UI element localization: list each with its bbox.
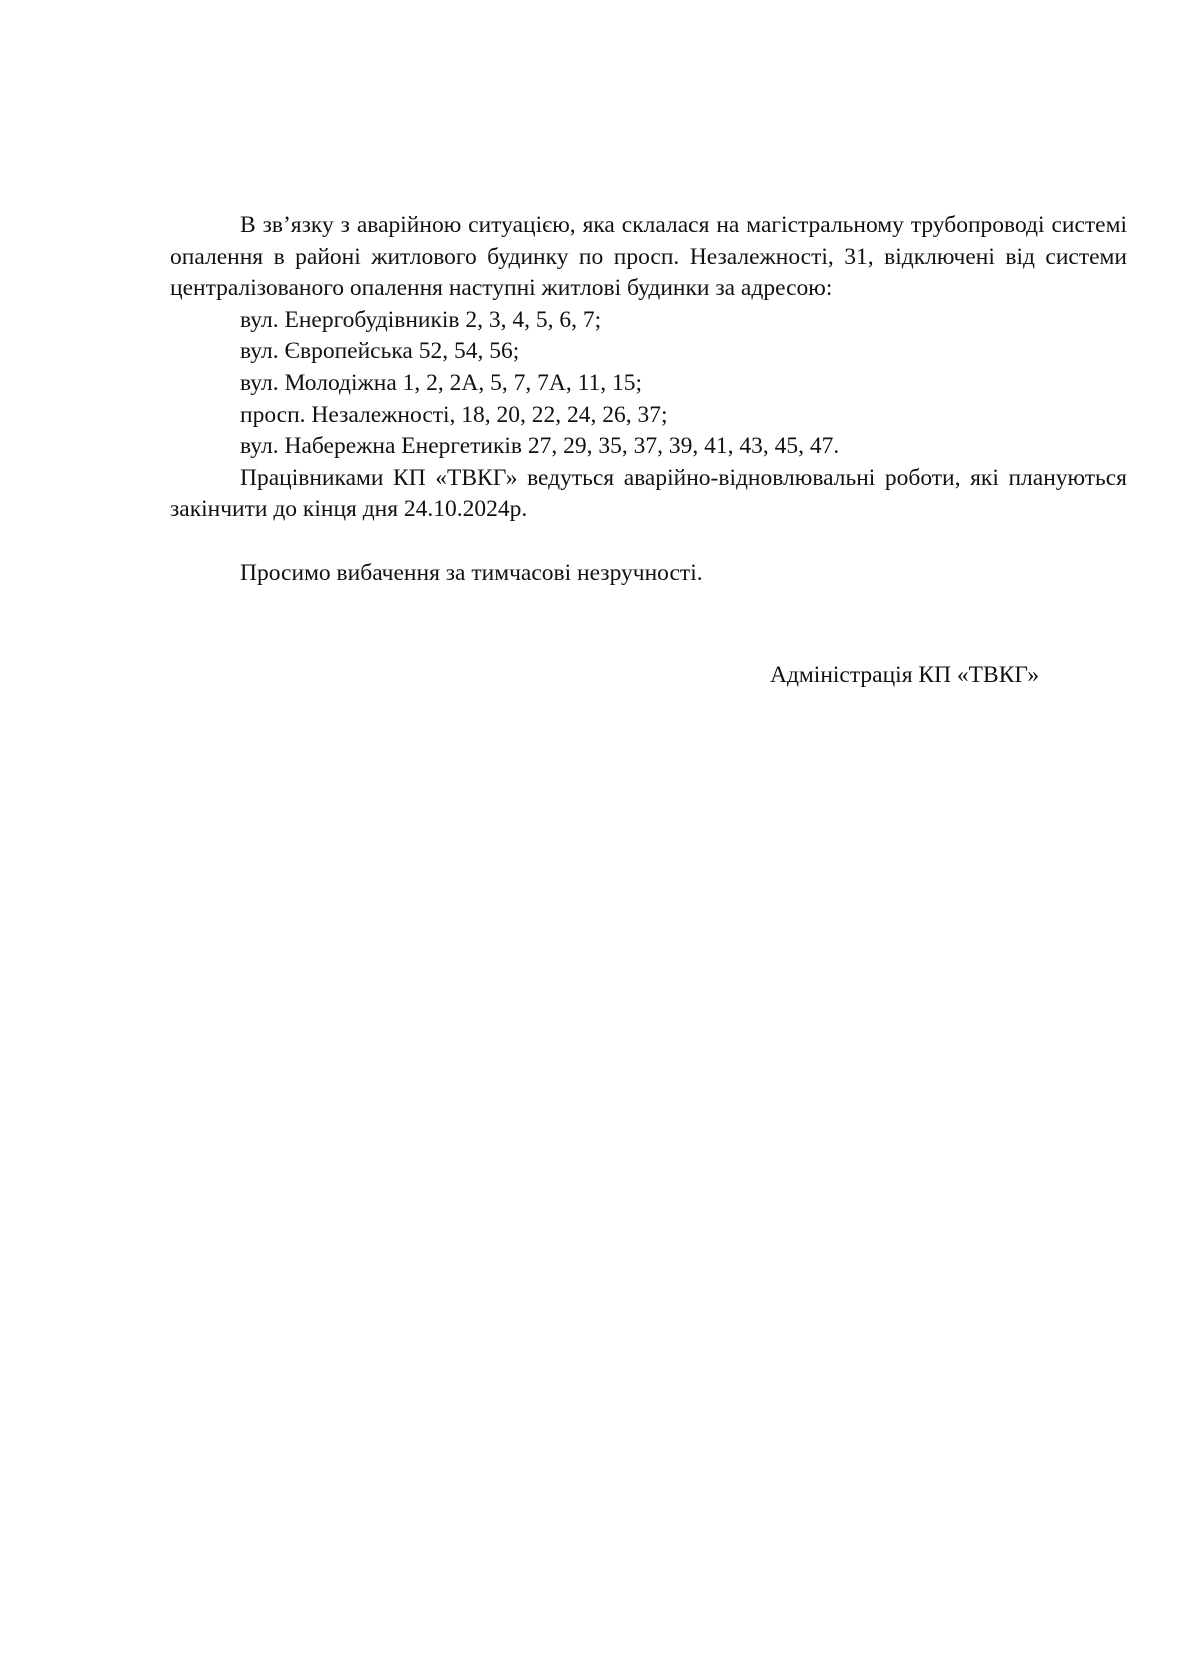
notice-body bbox=[170, 210, 1127, 589]
address-line: вул. Європейська 52, 54, 56; bbox=[240, 338, 520, 365]
address-line: вул. Набережна Енергетиків 27, 29, 35, 37, 39, 41, 43, 45, 47. bbox=[240, 433, 840, 460]
works-paragraph: Працівниками КП «ТВКГ» ведуться аварійно-відновлювальні роботи, які плануються закінчити до кінця дня 24.10.2024р. bbox=[170, 464, 1127, 523]
address-line: вул. Молодіжна 1, 2, 2А, 5, 7, 7А, 11, 15; bbox=[240, 369, 642, 396]
paragraph-gap bbox=[170, 526, 1127, 558]
intro-paragraph: В зв’язку з аварійною ситуацією, яка склалася на магістральному трубопроводі системі опалення в районі житлового будинку по просп. Незалежності, 31, відключені від системи централізованого опалення наступні житлові будинки за адресою: bbox=[170, 212, 1127, 302]
apology-line: Просимо вибачення за тимчасові незручності. bbox=[240, 559, 703, 586]
address-line: вул. Енергобудівників 2, 3, 4, 5, 6, 7; bbox=[240, 306, 602, 333]
address-line: просп. Незалежності, 18, 20, 22, 24, 26, 37; bbox=[240, 401, 668, 428]
signature-line: Адміністрація КП «ТВКГ» bbox=[770, 662, 1040, 688]
